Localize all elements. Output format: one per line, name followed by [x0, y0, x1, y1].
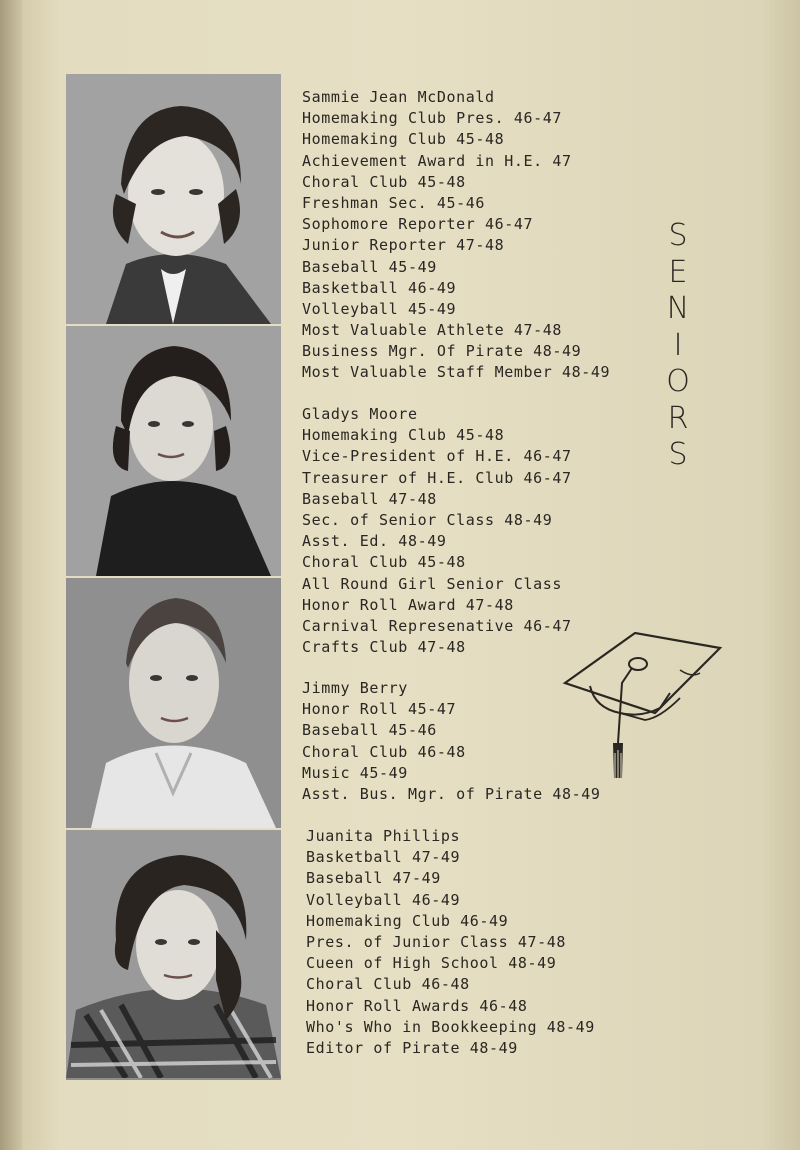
activity-line: Choral Club 46-48 [302, 742, 466, 761]
activity-line: Choral Club 46-48 [306, 975, 470, 994]
section-title-letter: R [667, 400, 689, 436]
section-title-letter: N [666, 291, 690, 326]
section-title-letter: S [668, 437, 688, 472]
activity-line: Most Valuable Staff Member 48-49 [302, 363, 611, 382]
activity-line: Baseball 47-48 [302, 489, 437, 508]
section-title-letter: I [673, 327, 683, 363]
activity-line: Freshman Sec. 45-46 [302, 193, 485, 212]
activity-line: Vice-President of H.E. 46-47 [302, 447, 572, 466]
senior-name: Jimmy Berry [302, 679, 408, 697]
activity-line: Cueen of High School 48-49 [306, 954, 557, 973]
activity-line: Achievement Award in H.E. 47 [302, 151, 572, 170]
activity-line: Sophomore Reporter 46-47 [302, 215, 534, 234]
activity-line: Basketball 46-49 [302, 278, 457, 297]
senior-name: Juanita Phillips [306, 827, 461, 845]
activity-line: Music 45-49 [302, 763, 408, 782]
activity-line: Honor Roll 45-47 [302, 700, 457, 719]
activity-line: Business Mgr. Of Pirate 48-49 [302, 342, 582, 361]
activity-line: Choral Club 45-48 [302, 172, 466, 191]
activity-line: Baseball 45-46 [302, 721, 437, 740]
section-title-letter: E [668, 254, 688, 290]
activity-line: Volleyball 45-49 [302, 299, 457, 318]
senior-name: Sammie Jean McDonald [302, 88, 495, 106]
portrait-juanita-phillips [66, 830, 281, 1080]
section-title-letter: S [668, 218, 688, 253]
activity-line: Honor Roll Awards 46-48 [306, 996, 528, 1015]
activity-line: Pres. of Junior Class 47-48 [306, 932, 567, 951]
section-title-letter: O [666, 364, 690, 399]
activity-line: Asst. Bus. Mgr. of Pirate 48-49 [302, 784, 601, 803]
senior-name: Gladys Moore [302, 405, 418, 423]
portrait-jimmy-berry [66, 578, 281, 828]
section-title-seniors [660, 218, 696, 474]
senior-entry-gladys-moore [302, 404, 632, 658]
activity-line: Sec. of Senior Class 48-49 [302, 510, 553, 529]
activity-line: Most Valuable Athlete 47-48 [302, 321, 563, 340]
page-binding-shadow [0, 0, 22, 1150]
activity-line: Choral Club 45-48 [302, 553, 466, 572]
senior-entry-sammie-jean-mcdonald [302, 87, 632, 384]
activity-line: Baseball 45-49 [302, 257, 437, 276]
activity-line: Crafts Club 47-48 [302, 638, 466, 657]
activity-line: Junior Reporter 47-48 [302, 236, 505, 255]
graduation-cap-icon [560, 628, 725, 787]
activity-line: Homemaking Club Pres. 46-47 [302, 109, 563, 128]
activity-line: Basketball 47-49 [306, 848, 461, 867]
portrait-gladys-moore [66, 326, 281, 576]
portrait-sammie-jean-mcdonald [66, 74, 281, 324]
activity-line: Who's Who in Bookkeeping 48-49 [306, 1017, 595, 1036]
activity-line: Editor of Pirate 48-49 [306, 1038, 518, 1057]
activity-line: Baseball 47-49 [306, 869, 441, 888]
portrait-strip [66, 74, 281, 1078]
activity-line: Honor Roll Award 47-48 [302, 595, 514, 614]
activity-line: Treasurer of H.E. Club 46-47 [302, 468, 572, 487]
activity-line: Asst. Ed. 48-49 [302, 532, 447, 551]
activity-line: Homemaking Club 45-48 [302, 426, 505, 445]
activity-line: Volleyball 46-49 [306, 890, 461, 909]
activity-line: All Round Girl Senior Class [302, 574, 563, 593]
activity-line: Homemaking Club 46-49 [306, 911, 509, 930]
activity-line: Homemaking Club 45-48 [302, 130, 505, 149]
activity-line: Carnival Represenative 46-47 [302, 616, 572, 635]
senior-entry-juanita-phillips [306, 826, 636, 1059]
